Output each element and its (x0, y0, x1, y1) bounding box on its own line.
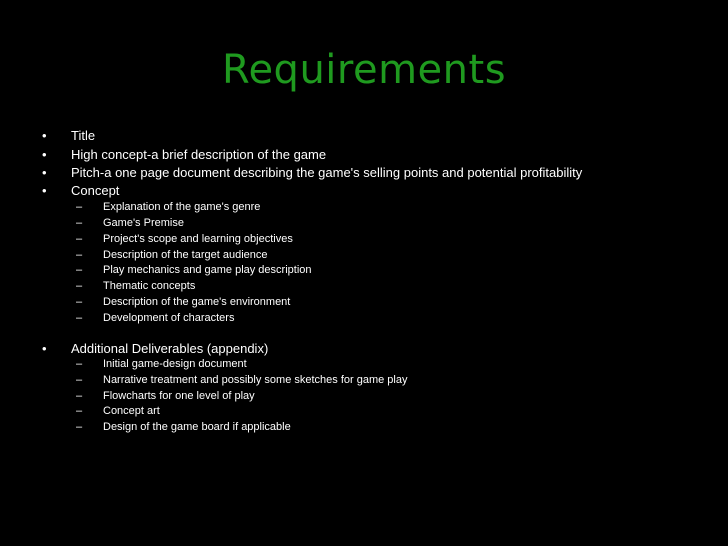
dash-icon: – (76, 233, 83, 245)
list-item-text: Pitch-a one page document describing the game's selling points and potential profitability (71, 165, 583, 180)
bullet-icon: • (42, 183, 47, 198)
sub-list-item-text: Description of the target audience (103, 249, 268, 261)
sub-list-item-text: Thematic concepts (103, 280, 196, 292)
sub-list-item-text: Initial game-design document (103, 358, 247, 370)
sub-list-item-text: Design of the game board if applicable (103, 421, 291, 433)
dash-icon: – (76, 201, 83, 213)
dash-icon: – (76, 249, 83, 261)
dash-icon: – (76, 374, 83, 386)
bullet-icon: • (42, 147, 47, 162)
sub-list-item-text: Play mechanics and game play description (103, 264, 312, 276)
dash-icon: – (76, 421, 83, 433)
bullet-icon: • (42, 165, 47, 180)
list-item-text: Additional Deliverables (appendix) (71, 341, 269, 356)
sub-list-item-text: Explanation of the game's genre (103, 201, 261, 213)
dash-icon: – (76, 264, 83, 276)
sub-list-item-text: Project's scope and learning objectives (103, 233, 293, 245)
dash-icon: – (76, 217, 83, 229)
dash-icon: – (76, 358, 83, 370)
list-item-text: Concept (71, 183, 120, 198)
dash-icon: – (76, 296, 83, 308)
dash-icon: – (76, 405, 83, 417)
dash-icon: – (76, 390, 83, 402)
dash-icon: – (76, 280, 83, 292)
dash-icon: – (76, 312, 83, 324)
sub-list-item-text: Game's Premise (103, 217, 184, 229)
sub-list-item-text: Description of the game's environment (103, 296, 291, 308)
list-item-text: Title (71, 128, 96, 143)
sub-list-item-text: Concept art (103, 405, 160, 417)
sub-list-item-text: Narrative treatment and possibly some sketches for game play (103, 374, 408, 386)
slide-title: Requirements (221, 47, 507, 93)
bullet-icon: • (42, 128, 47, 143)
bullet-icon: • (42, 341, 47, 356)
list-item-text: High concept-a brief description of the game (71, 147, 327, 162)
sub-list-item-text: Flowcharts for one level of play (103, 390, 255, 402)
sub-list-item-text: Development of characters (103, 312, 235, 324)
